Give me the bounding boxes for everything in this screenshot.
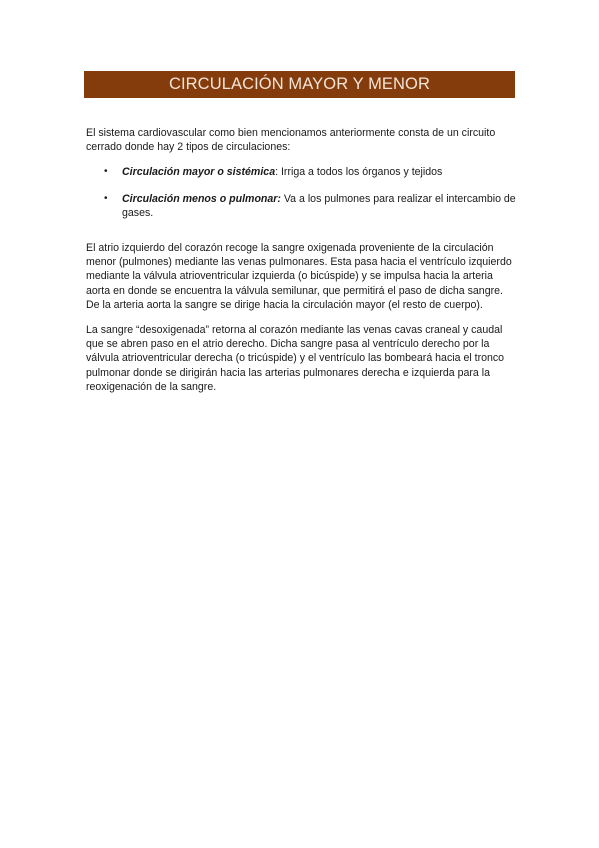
term-minor-circulation: Circulación menos o pulmonar: [122, 192, 281, 205]
document-body [86, 126, 518, 394]
bullet-icon: • [104, 166, 108, 178]
paragraph-deoxygenated-blood: La sangre “desoxigenada” retorna al corazón mediante las venas cavas craneal y caudal que se abren paso en el atrio derecho. Dicha sangre pasa al ventrículo derecho por la válvula atrioventricular derecha (o tricúspide) y el ventrículo las bombeará hacia el tronco pulmonar donde se dirigirán hacia las arterias pulmonares derecha e izquierda para la reoxigenación de la sangre. [86, 324, 505, 393]
page-title: CIRCULACIÓN MAYOR Y MENOR [168, 75, 431, 93]
title-banner [84, 71, 515, 98]
desc-major-circulation: : Irriga a todos los órganos y tejidos [275, 166, 443, 179]
circulation-types-list [86, 165, 518, 220]
paragraph-left-atrium: El atrio izquierdo del corazón recoge la sangre oxigenada proveniente de la circulación menor (pulmones) mediante las venas pulmonares. Esta pasa hacia el ventrículo izquierdo mediante la válvula atrioventricular izquierda (o bicúspide) y se impulsa hacia la arteria aorta en donde se encuentra la válvula semilunar, que permitirá el paso de dicha sangre. De la arteria aorta la sangre se dirige hacia la circulación mayor (el resto de cuerpo). [86, 242, 512, 311]
desc-minor-circulation: Va a los pulmones para realizar el intercambio de gases. [122, 192, 516, 219]
term-major-circulation: Circulación mayor o sistémica [122, 166, 276, 179]
bullet-icon: • [104, 192, 108, 204]
intro-paragraph: El sistema cardiovascular como bien mencionamos anteriormente consta de un circuito cerrado donde hay 2 tipos de circulaciones: [86, 127, 496, 154]
list-item-minor-circulation [86, 192, 518, 220]
list-item-major-circulation [86, 165, 518, 179]
